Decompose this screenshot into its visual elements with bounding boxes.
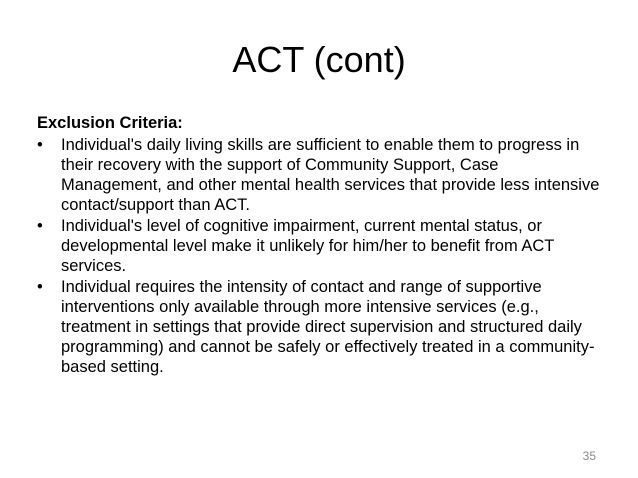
exclusion-criteria-heading: Exclusion Criteria:	[37, 114, 183, 132]
bullet-item	[37, 216, 602, 276]
bullet-item	[37, 277, 602, 377]
bullet-icon: •	[37, 136, 43, 154]
bullet-icon: •	[37, 278, 43, 296]
page-number: 35	[582, 449, 596, 463]
bullet-text: Individual's daily living skills are sufficient to enable them to progress in their recovery with the support of Community Support, Case Management, and other mental health services that provide less intensive contact/support than ACT.	[61, 136, 600, 214]
bullet-list	[37, 135, 602, 377]
bullet-icon: •	[37, 217, 43, 235]
slide-title: ACT (cont)	[232, 39, 406, 80]
slide-body	[37, 113, 602, 378]
bullet-text: Individual requires the intensity of contact and range of supportive interventions only available through more intensive services (e.g., treatment in settings that provide direct supervision and structured daily programming) and cannot be safely or effectively treated in a community-based setting.	[61, 278, 595, 376]
bullet-item	[37, 135, 602, 215]
bullet-text: Individual's level of cognitive impairment, current mental status, or developmental level make it unlikely for him/her to benefit from ACT services.	[61, 217, 555, 275]
